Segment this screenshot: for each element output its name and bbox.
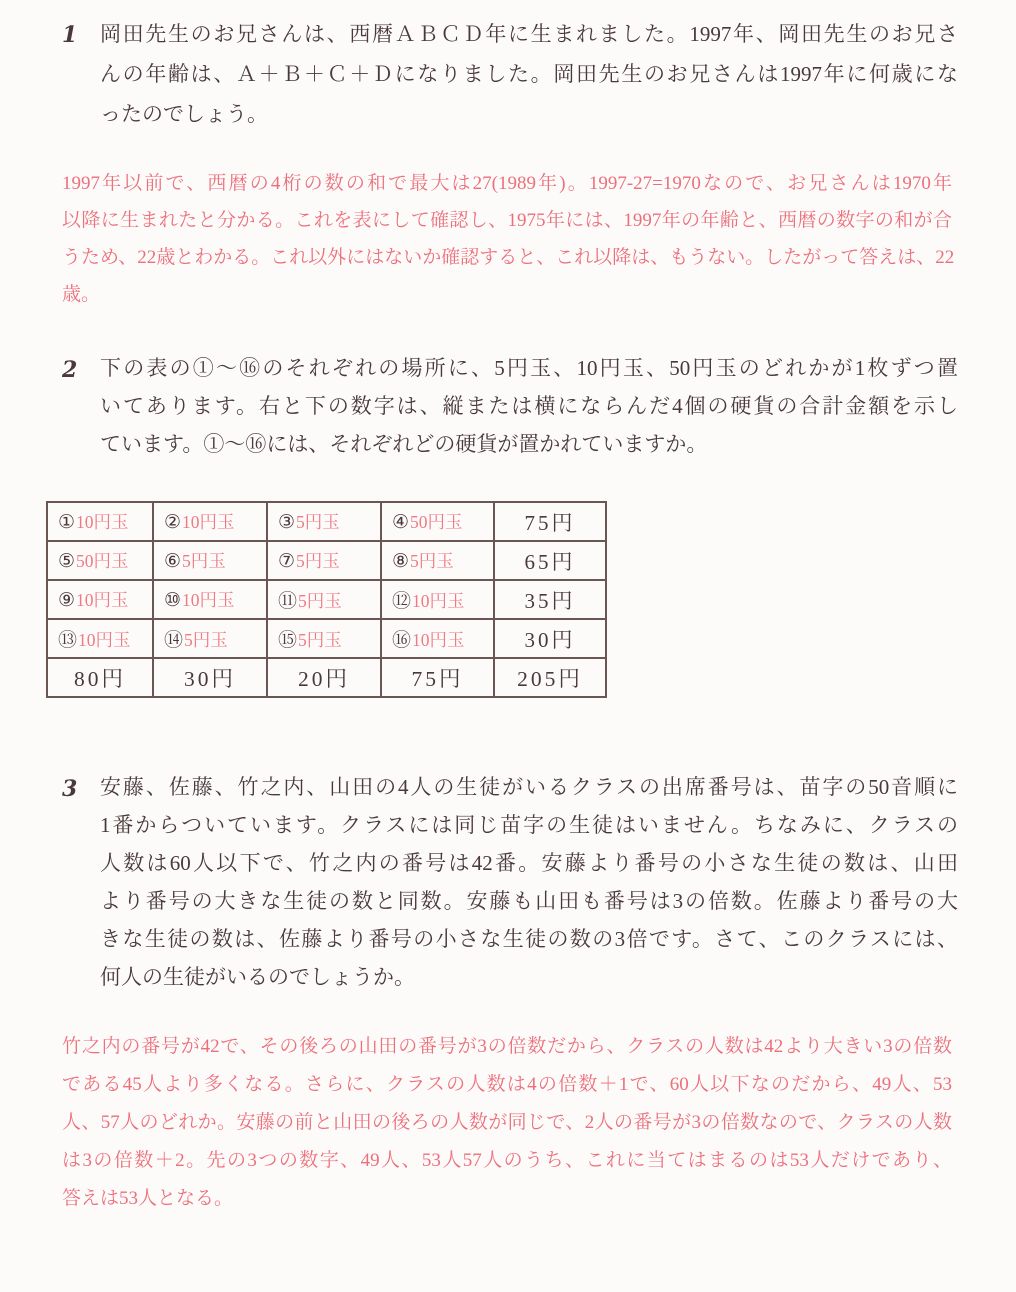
problem-1-line: 岡田先生のお兄さんは、西暦ＡＢＣＤ年に生まれました。1997年、岡田先生のお兄さ [100, 22, 958, 46]
coin-label: 5円玉 [296, 551, 340, 571]
solution-1 [62, 165, 955, 313]
circled-number: ⑥ [164, 551, 183, 572]
solution-3-line: である45人より多くなる。さらに、クラスの人数は4の倍数＋1で、60人以下なのだから、49人、53 [62, 1074, 952, 1095]
coin-cell [47, 619, 153, 658]
coin-cell [47, 502, 153, 541]
coin-label: 5円玉 [298, 591, 342, 611]
coin-cell [267, 541, 381, 580]
circled-number: ① [58, 512, 77, 533]
coin-cell [267, 619, 381, 658]
problem-3-line: 何人の生徒がいるのでしょうか。 [100, 965, 415, 989]
coin-table [46, 501, 607, 698]
circled-number: ⑫ [392, 591, 413, 612]
coin-cell [381, 541, 494, 580]
table-row [47, 580, 606, 619]
coin-cell [153, 502, 267, 541]
solution-3-line: 人、57人のどれか。安藤の前と山田の後ろの人数が同じで、2人の番号が3の倍数なので、クラスの人数 [62, 1112, 952, 1133]
coin-cell [381, 580, 494, 619]
table-row [47, 619, 606, 658]
coin-label: 10円玉 [78, 630, 131, 650]
column-total-cell: 30円 [153, 658, 267, 697]
problem-1-line: ったのでしょう。 [100, 102, 268, 126]
row-total-cell: 35円 [494, 580, 606, 619]
solution-3-line: 竹之内の番号が42で、その後ろの山田の番号が3の倍数だから、クラスの人数は42より大きい3の倍数 [62, 1036, 952, 1057]
coin-label: 5円玉 [296, 512, 340, 532]
problem-3-line: 1番からついています。クラスには同じ苗字の生徒はいません。ちなみに、クラスの [100, 813, 958, 837]
coin-cell [153, 580, 267, 619]
problem-2-number: 2 [62, 357, 78, 383]
circled-number: ⑮ [278, 630, 299, 651]
coin-label: 50円玉 [76, 551, 129, 571]
circled-number: ③ [278, 512, 297, 533]
coin-label: 5円玉 [182, 551, 226, 571]
coin-cell [47, 580, 153, 619]
problem-3-line: 安藤、佐藤、竹之内、山田の4人の生徒がいるクラスの出席番号は、苗字の50音順に [100, 775, 958, 799]
coin-label: 10円玉 [76, 590, 129, 610]
coin-label: 10円玉 [412, 591, 465, 611]
column-total-cell: 80円 [47, 658, 153, 697]
problem-1-line: んの年齢は、Ａ＋Ｂ＋Ｃ＋Ｄになりました。岡田先生のお兄さんは1997年に何歳にな [100, 62, 958, 86]
coin-cell [153, 619, 267, 658]
column-total-cell: 20円 [267, 658, 381, 697]
solution-3-line: は3の倍数＋2。先の3つの数字、49人、53人57人のうち、これに当てはまるのは53人だけであり、 [62, 1150, 952, 1171]
circled-number: ⑩ [164, 590, 183, 611]
problem-1-text [100, 14, 958, 134]
coin-cell [47, 541, 153, 580]
circled-number: ⑭ [164, 630, 185, 651]
problem-3-line: きな生徒の数は、佐藤より番号の小さな生徒の数の3倍です。さて、このクラスには、 [100, 927, 958, 951]
circled-number: ⑦ [278, 551, 297, 572]
coin-label: 10円玉 [76, 512, 129, 532]
coin-cell [153, 541, 267, 580]
problem-2-line: 下の表の①～⑯のそれぞれの場所に、5円玉、10円玉、50円玉のどれかが1枚ずつ置 [100, 356, 958, 380]
coin-label: 50円玉 [410, 512, 463, 532]
problem-2-line: いてあります。右と下の数字は、縦または横にならんだ4個の硬貨の合計金額を示し [100, 394, 958, 418]
column-total-cell: 75円 [381, 658, 494, 697]
table-row [47, 502, 606, 541]
problem-2-line: ています。①～⑯には、それぞれどの硬貨が置かれていますか。 [100, 432, 708, 456]
circled-number: ② [164, 512, 183, 533]
grand-total-cell: 205円 [494, 658, 606, 697]
problem-2-text [100, 349, 958, 463]
solution-3-line: 答えは53人となる。 [62, 1188, 234, 1209]
circled-number: ④ [392, 512, 411, 533]
circled-number: ⑤ [58, 551, 77, 572]
coin-cell [381, 619, 494, 658]
problem-2 [62, 349, 958, 463]
coin-label: 5円玉 [298, 630, 342, 650]
coin-label: 10円玉 [412, 630, 465, 650]
solution-1-line: うため、22歳とわかる。これ以外にはないか確認すると、これ以降は、もうない。したがって答えは、22 [62, 247, 955, 268]
coin-cell [267, 580, 381, 619]
table-total-row [47, 658, 606, 697]
problem-1 [62, 14, 958, 134]
circled-number: ⑪ [278, 591, 299, 612]
coin-label: 5円玉 [184, 630, 228, 650]
coin-label: 5円玉 [410, 551, 454, 571]
solution-1-line: 歳。 [62, 284, 101, 305]
row-total-cell: 75円 [494, 502, 606, 541]
problem-3-text [100, 768, 958, 996]
coin-label: 10円玉 [182, 590, 235, 610]
problem-3-line: より番号の大きな生徒の数と同数。安藤も山田も番号は3の倍数。佐藤より番号の大 [100, 889, 958, 913]
problem-3 [62, 768, 958, 996]
coin-label: 10円玉 [182, 512, 235, 532]
coin-cell [267, 502, 381, 541]
circled-number: ⑨ [58, 590, 77, 611]
solution-3 [62, 1028, 952, 1218]
coin-cell [381, 502, 494, 541]
solution-1-line: 1997年以前で、西暦の4桁の数の和で最大は27(1989年)。1997-27=1970なので、お兄さんは1970年 [62, 173, 952, 194]
circled-number: ⑯ [392, 630, 413, 651]
problem-3-line: 人数は60人以下で、竹之内の番号は42番。安藤より番号の小さな生徒の数は、山田 [100, 851, 958, 875]
circled-number: ⑧ [392, 551, 411, 572]
circled-number: ⑬ [58, 630, 79, 651]
problem-3-number: 3 [62, 776, 78, 802]
row-total-cell: 65円 [494, 541, 606, 580]
table-row [47, 541, 606, 580]
problem-1-number: 1 [62, 22, 78, 48]
solution-1-line: 以降に生まれたと分かる。これを表にして確認し、1975年には、1997年の年齢と、西暦の数字の和が合 [62, 210, 952, 231]
row-total-cell: 30円 [494, 619, 606, 658]
